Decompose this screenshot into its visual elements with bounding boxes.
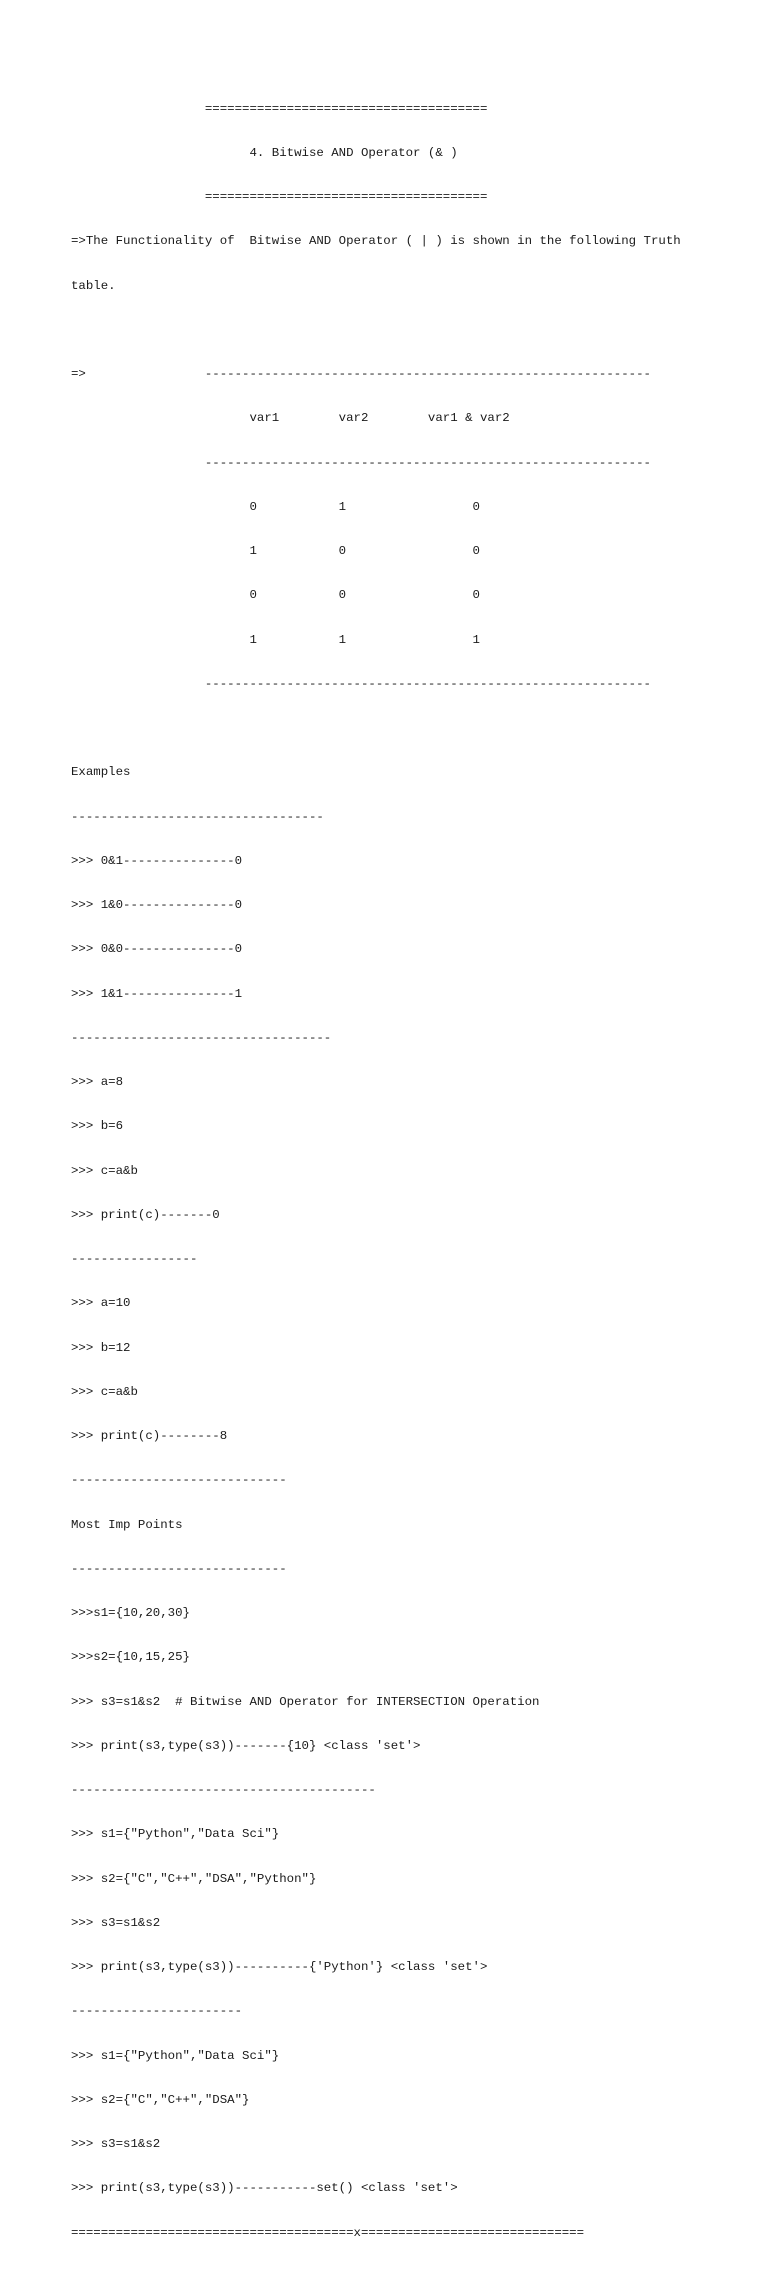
code-line: >>> print(c)-------0 (71, 1207, 220, 1222)
separator-line: ----------------------------------- (71, 1030, 332, 1045)
truth-table-row: 0 1 0 (71, 499, 480, 514)
separator-line: ---------------------------------- (71, 809, 324, 824)
truth-table-header: var1 var2 var1 & var2 (71, 411, 510, 426)
separator-line: ----------------- (71, 1252, 198, 1266)
code-line: >>> a=10 (71, 1296, 131, 1311)
code-line: >>> b=6 (71, 1119, 124, 1134)
truth-table-rule-header: ------------------------------------------------------------ (71, 455, 651, 470)
code-line: >>> c=a&b (71, 1163, 138, 1178)
most-imp-points-heading: Most Imp Points (71, 1517, 183, 1532)
end-rule: ======================================x============================== (71, 2225, 585, 2240)
title-rule-bottom: ====================================== (71, 190, 488, 204)
blank-line (71, 721, 681, 736)
truth-table-rule-top: => ------------------------------------------------------------ (71, 367, 651, 381)
blank-line (71, 323, 681, 338)
code-line: >>> s1={"Python","Data Sci"} (71, 1827, 280, 1842)
code-line: >>> s2={"C","C++","DSA"} (71, 2092, 250, 2107)
code-line: >>>s1={10,20,30} (71, 1606, 190, 1620)
code-line: >>> print(s3,type(s3))----------{'Python'} <class 'set'> (71, 1960, 488, 1974)
separator-line: ----------------------------- (71, 1561, 287, 1576)
code-line: >>> s3=s1&s2 (71, 2137, 161, 2151)
examples-heading: Examples (71, 765, 131, 780)
code-line: >>> 0&0---------------0 (71, 942, 243, 957)
truth-table-row: 1 1 1 (71, 632, 480, 647)
code-line: >>> 1&0---------------0 (71, 898, 243, 912)
title-rule-top: ====================================== (71, 101, 488, 116)
section-title: 4. Bitwise AND Operator (& ) (71, 145, 458, 160)
code-line: >>> a=8 (71, 1075, 124, 1089)
truth-table-rule-bottom: ------------------------------------------------------------ (71, 676, 651, 691)
truth-table-row: 0 0 0 (71, 588, 480, 603)
code-line: >>> b=12 (71, 1340, 131, 1355)
code-line: >>> s3=s1&s2 (71, 1915, 161, 1930)
separator-line: ----------------------------------------- (71, 1783, 376, 1797)
intro-text: =>The Functionality of Bitwise AND Operator ( | ) is shown in the following Truth (71, 234, 681, 249)
code-line: >>> 1&1---------------1 (71, 986, 243, 1001)
code-line: >>> s1={"Python","Data Sci"} (71, 2048, 280, 2063)
code-line: >>> 0&1---------------0 (71, 853, 243, 868)
code-line: >>> s3=s1&s2 # Bitwise AND Operator for INTERSECTION Operation (71, 1694, 540, 1709)
separator-line: ----------------------- (71, 2004, 243, 2019)
separator-line: ----------------------------- (71, 1473, 287, 1488)
code-line: >>>s2={10,15,25} (71, 1650, 190, 1665)
document-text (71, 72, 681, 2270)
code-line: >>> print(s3,type(s3))-----------set() <class 'set'> (71, 2181, 458, 2196)
code-line: >>> c=a&b (71, 1384, 138, 1399)
intro-text-continued: table. (71, 278, 116, 293)
code-line: >>> print(c)--------8 (71, 1429, 228, 1443)
truth-table-row: 1 0 0 (71, 544, 480, 558)
code-line: >>> s2={"C","C++","DSA","Python"} (71, 1871, 317, 1886)
code-line: >>> print(s3,type(s3))-------{10} <class 'set'> (71, 1738, 421, 1753)
